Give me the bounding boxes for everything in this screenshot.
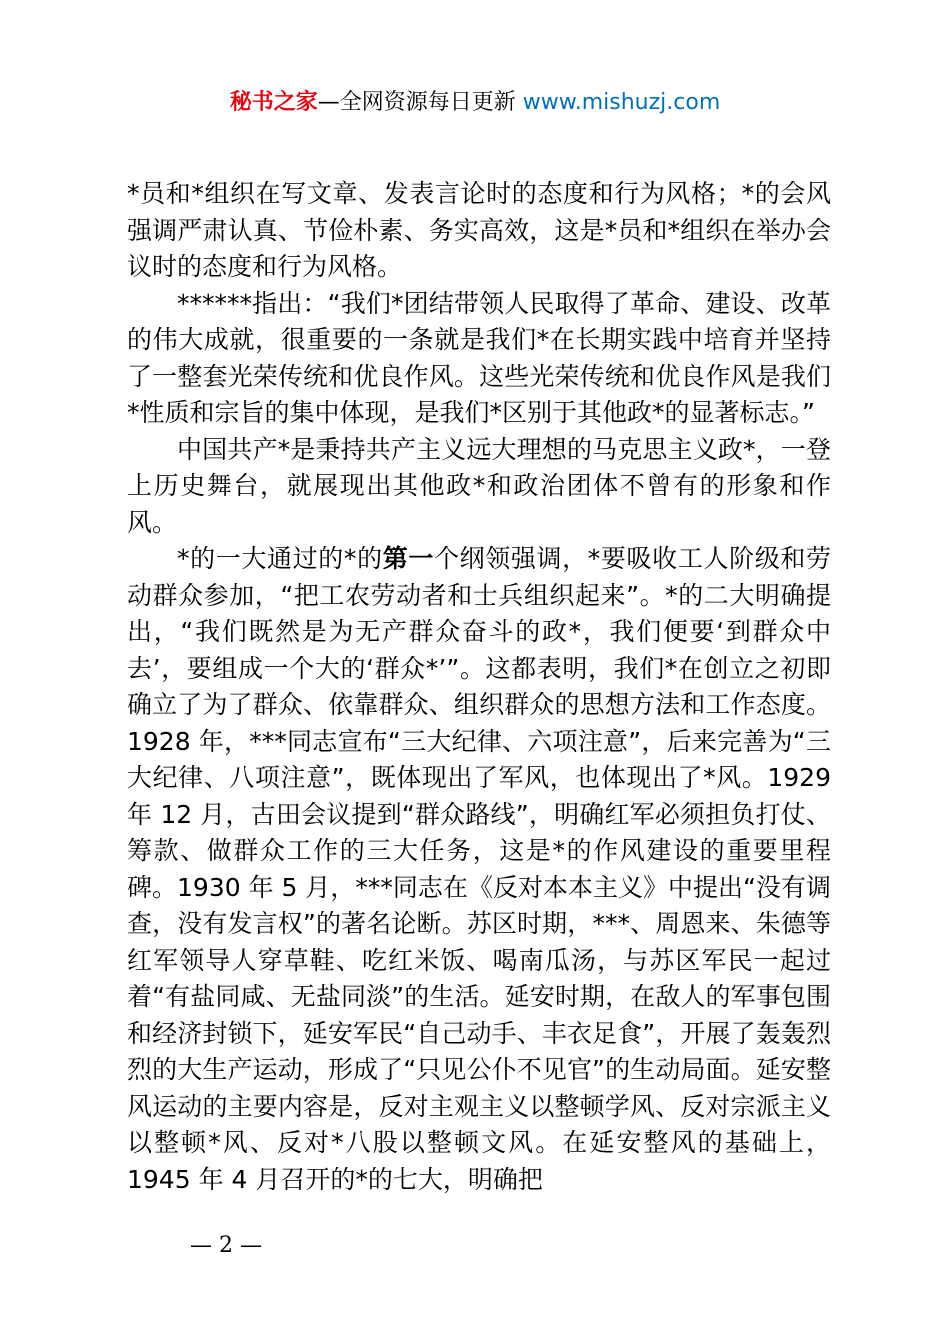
paragraph-quote: ******指出：“我们*团结带领人民取得了革命、建设、改革的伟大成就，很重要的一条就是我们*在长期实践中培育并坚持了一整套光荣传统和优良作风。这些光荣传统和优良作风是我们*性质和宗旨的集中体现，是我们*区别于其他政*的显著标志。” [127,288,831,427]
brand-name: 秘书之家 [229,90,318,115]
bold-emphasis: 第一 [382,544,434,573]
header-tagline: —全网资源每日更新 [317,90,516,115]
page-header [0,88,950,118]
paragraph-party-intro: 中国共产*是秉持共产主义远大理想的马克思主义政*，一登上历史舞台，就展现出其他政*和政治团体不曾有的形象和作风。 [127,434,831,537]
site-url-link[interactable]: www.mishuzj.com [522,90,721,115]
paragraph-history-start: *的一大通过的*的 [177,544,383,573]
document-body [127,176,831,1198]
paragraph-continuation: *员和*组织在写文章、发表言论时的态度和行为风格；*的会风强调严肃认真、节俭朴素、务实高效，这是*员和*组织在举办会议时的态度和行为风格。 [127,179,831,281]
paragraph-history-rest: 个纲领强调，*要吸收工人阶级和劳动群众参加，“把工农劳动者和士兵组织起来”。*的二大明确提出，“我们既然是为无产群众奋斗的政*，我们便要‘到群众中去’，要组成一个大的‘群众*’”。这都表明，我们*在创立之初即确立了为了群众、依靠群众、组织群众的思想方法和工作态度。1928 年，***同志宣布“三大纪律、六项注意”，后来完善为“三大纪律、八项注意”，既体现出了军风，也体现出了*风。1929 年 12 月，古田会议提到“群众路线”，明确红军必须担负打仗、筹款、做群众工作的三大任务，这是*的作风建设的重要里程碑。1930 年 5 月，***同志在《反对本本主义》中提出“没有调查，没有发言权”的著名论断。苏区时期，***、周恩来、朱德等红军领导人穿草鞋、吃红米饭、喝南瓜汤，与苏区军民一起过着“有盐同咸、无盐同淡”的生活。延安时期，在敌人的军事包围和经济封锁下，延安军民“自己动手、丰衣足食”，开展了轰轰烈烈的大生产运动，形成了“只见公仆不见官”的生动局面。延安整风运动的主要内容是，反对主观主义以整顿学风、反对宗派主义以整顿*风、反对*八股以整顿文风。在延安整风的基础上，1945 年 4 月召开的*的七大，明确把 [127,544,831,1194]
page-number: — 2 — [190,1233,262,1258]
paragraph-history [127,541,831,1198]
